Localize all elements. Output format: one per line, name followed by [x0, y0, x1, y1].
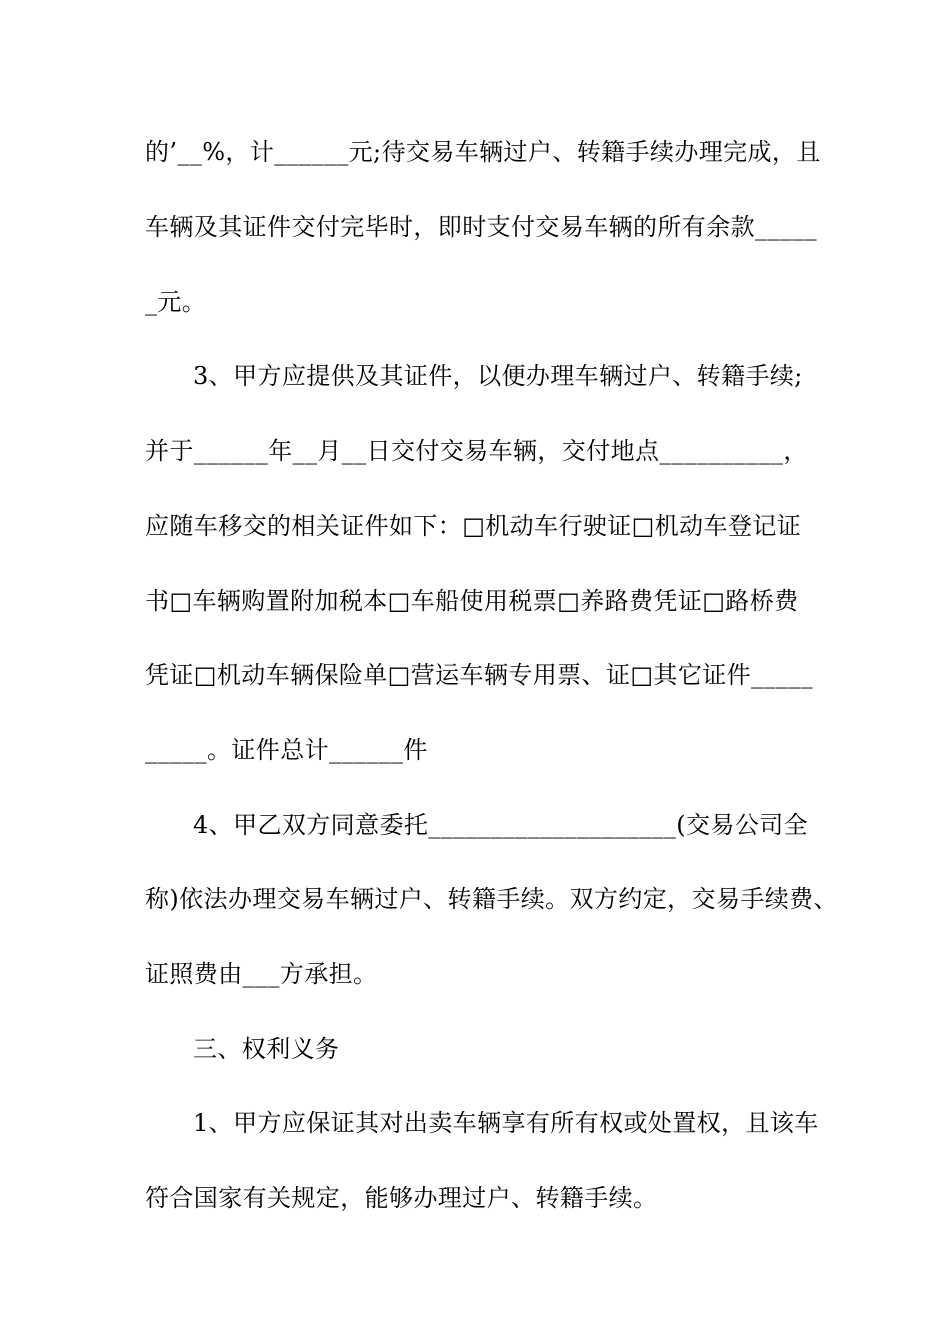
body-text-line: 符合国家有关规定，能够办理过户、转籍手续。: [145, 1184, 658, 1212]
body-text-line: _____。证件总计______件: [145, 736, 428, 764]
paragraph-1-start: 1、甲方应保证其对出卖车辆享有所有权或处置权，且该车: [193, 1109, 819, 1137]
body-text-line: 应随车移交的相关证件如下：□机动车行驶证□机动车登记证: [145, 512, 802, 540]
body-text-line: 证照费由___方承担。: [145, 960, 378, 988]
body-text-line: 并于______年__月__日交付交易车辆，交付地点__________，: [145, 437, 808, 465]
body-text-line: 车辆及其证件交付完毕时，即时支付交易车辆的所有余款_____: [145, 213, 817, 241]
section-heading: 三、权利义务: [193, 1035, 340, 1063]
body-text-line: 书□车辆购置附加税本□车船使用税票□养路费凭证□路桥费: [145, 587, 799, 615]
body-text-line: _元。: [145, 288, 207, 316]
paragraph-3-start: 3、甲方应提供及其证件，以便办理车辆过户、转籍手续;: [193, 362, 803, 390]
body-text-line: 称)依法办理交易车辆过户、转籍手续。双方约定，交易手续费、: [145, 885, 838, 913]
body-text-line: 凭证□机动车辆保险单□营运车辆专用票、证□其它证件_____: [145, 661, 814, 689]
paragraph-4-start: 4、甲乙双方同意委托____________________(交易公司全: [193, 811, 809, 839]
body-text-line: 的’__%，计______元;待交易车辆过户、转籍手续办理完成，且: [145, 138, 821, 166]
